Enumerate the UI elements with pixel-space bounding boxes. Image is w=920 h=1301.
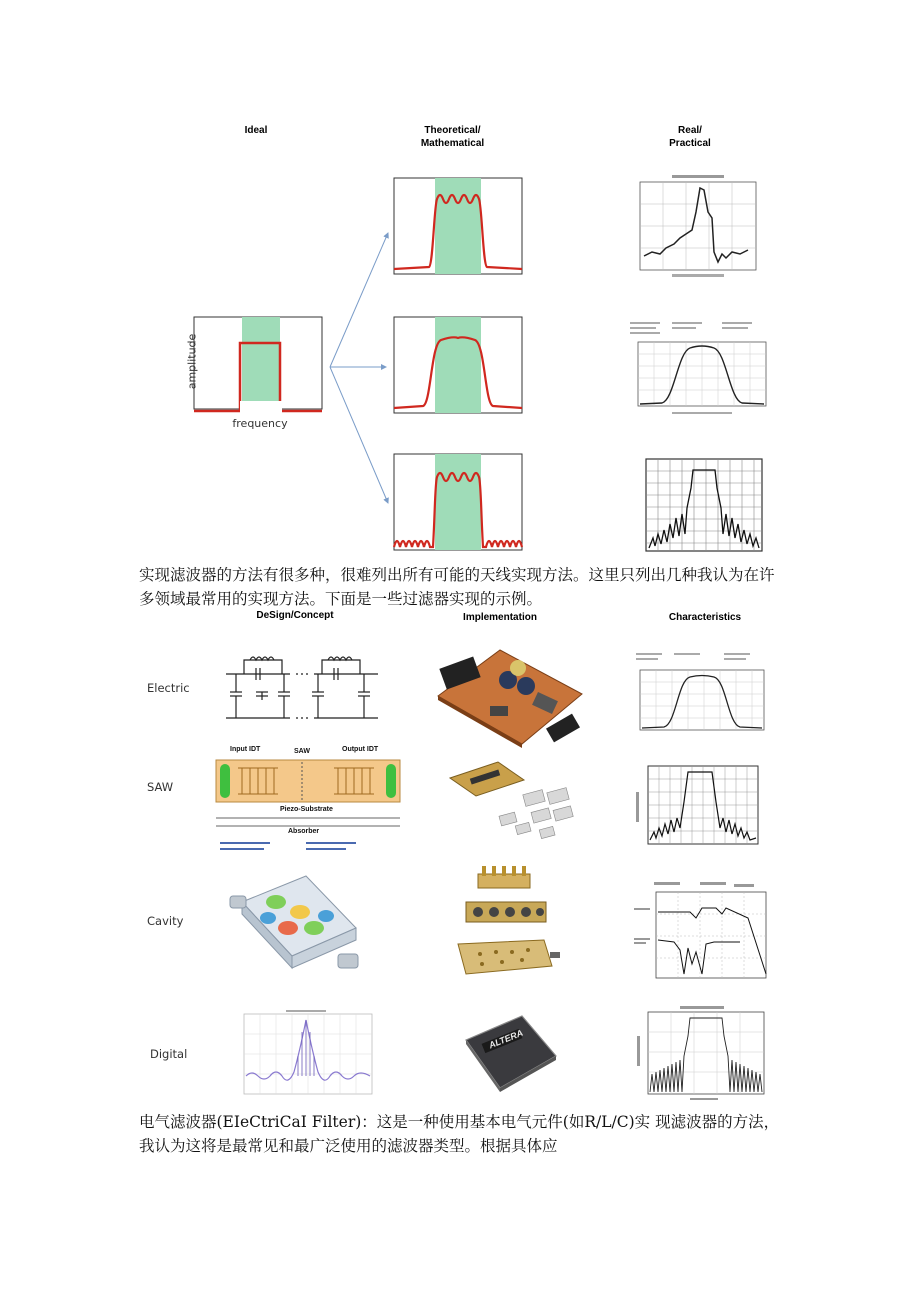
cavity-response-plot <box>630 878 770 982</box>
theoretical-plot-butterworth <box>393 316 523 414</box>
header-design: DeSign/Concept <box>256 610 334 621</box>
electric-pcb-photo <box>430 636 590 748</box>
ideal-ylabel: amplitude <box>185 333 199 390</box>
header-real: Real/ Practical <box>669 125 711 149</box>
saw-input-label: Input IDT <box>230 746 261 753</box>
saw-label: SAW <box>294 748 310 755</box>
header-characteristics: Characteristics <box>668 612 742 623</box>
digital-fpga-chip <box>460 1012 560 1092</box>
row-label-electric: Electric <box>147 681 190 695</box>
row-label-digital: Digital <box>150 1047 188 1061</box>
electric-response-plot <box>628 650 768 742</box>
saw-output-label: Output IDT <box>342 746 379 753</box>
real-plot-1 <box>622 172 760 284</box>
saw-design-diagram <box>212 746 404 858</box>
chip-brand: ALTERA <box>487 1027 525 1051</box>
arrows <box>328 225 392 515</box>
row-label-cavity: Cavity <box>147 914 184 928</box>
cavity-design-render <box>228 872 368 984</box>
paragraph-intro: 实现滤波器的方法有很多种，很难列出所有可能的天线实现方法。这里只列出几种我认为在许多领域最常用的实现方法。下面是一些过滤器实现的示例。 <box>139 566 775 608</box>
saw-absorber-label: Absorber <box>288 828 320 835</box>
row-label-saw: SAW <box>147 780 174 794</box>
ideal-xlabel: frequency <box>232 417 288 430</box>
theoretical-plot-chebyshev <box>393 177 523 275</box>
header-ideal: Ideal <box>244 125 268 136</box>
header-implementation: Implementation <box>463 612 537 623</box>
digital-impulse-plot <box>226 1010 376 1100</box>
real-plot-3 <box>645 458 763 552</box>
paragraph-electric-filter: 电气滤波器(EIeCtriCaI Filter)：这是一种使用基本电气元件(如R/L/C)实 现滤波器的方法，我认为这将是最常见和最广泛使用的滤波器类型。根据具体应 <box>139 1113 780 1155</box>
ideal-filter-plot <box>172 315 332 435</box>
header-theoretical: Theoretical/ Mathematical <box>420 125 485 149</box>
electric-schematic <box>222 648 382 728</box>
cavity-filter-photos <box>452 866 562 986</box>
real-plot-2 <box>622 318 772 418</box>
digital-response-plot <box>634 1006 768 1102</box>
saw-substrate-label: Piezo-Substrate <box>280 806 333 813</box>
theoretical-plot-elliptic <box>393 453 523 551</box>
saw-response-plot <box>634 762 762 854</box>
saw-components-photo <box>440 754 580 844</box>
